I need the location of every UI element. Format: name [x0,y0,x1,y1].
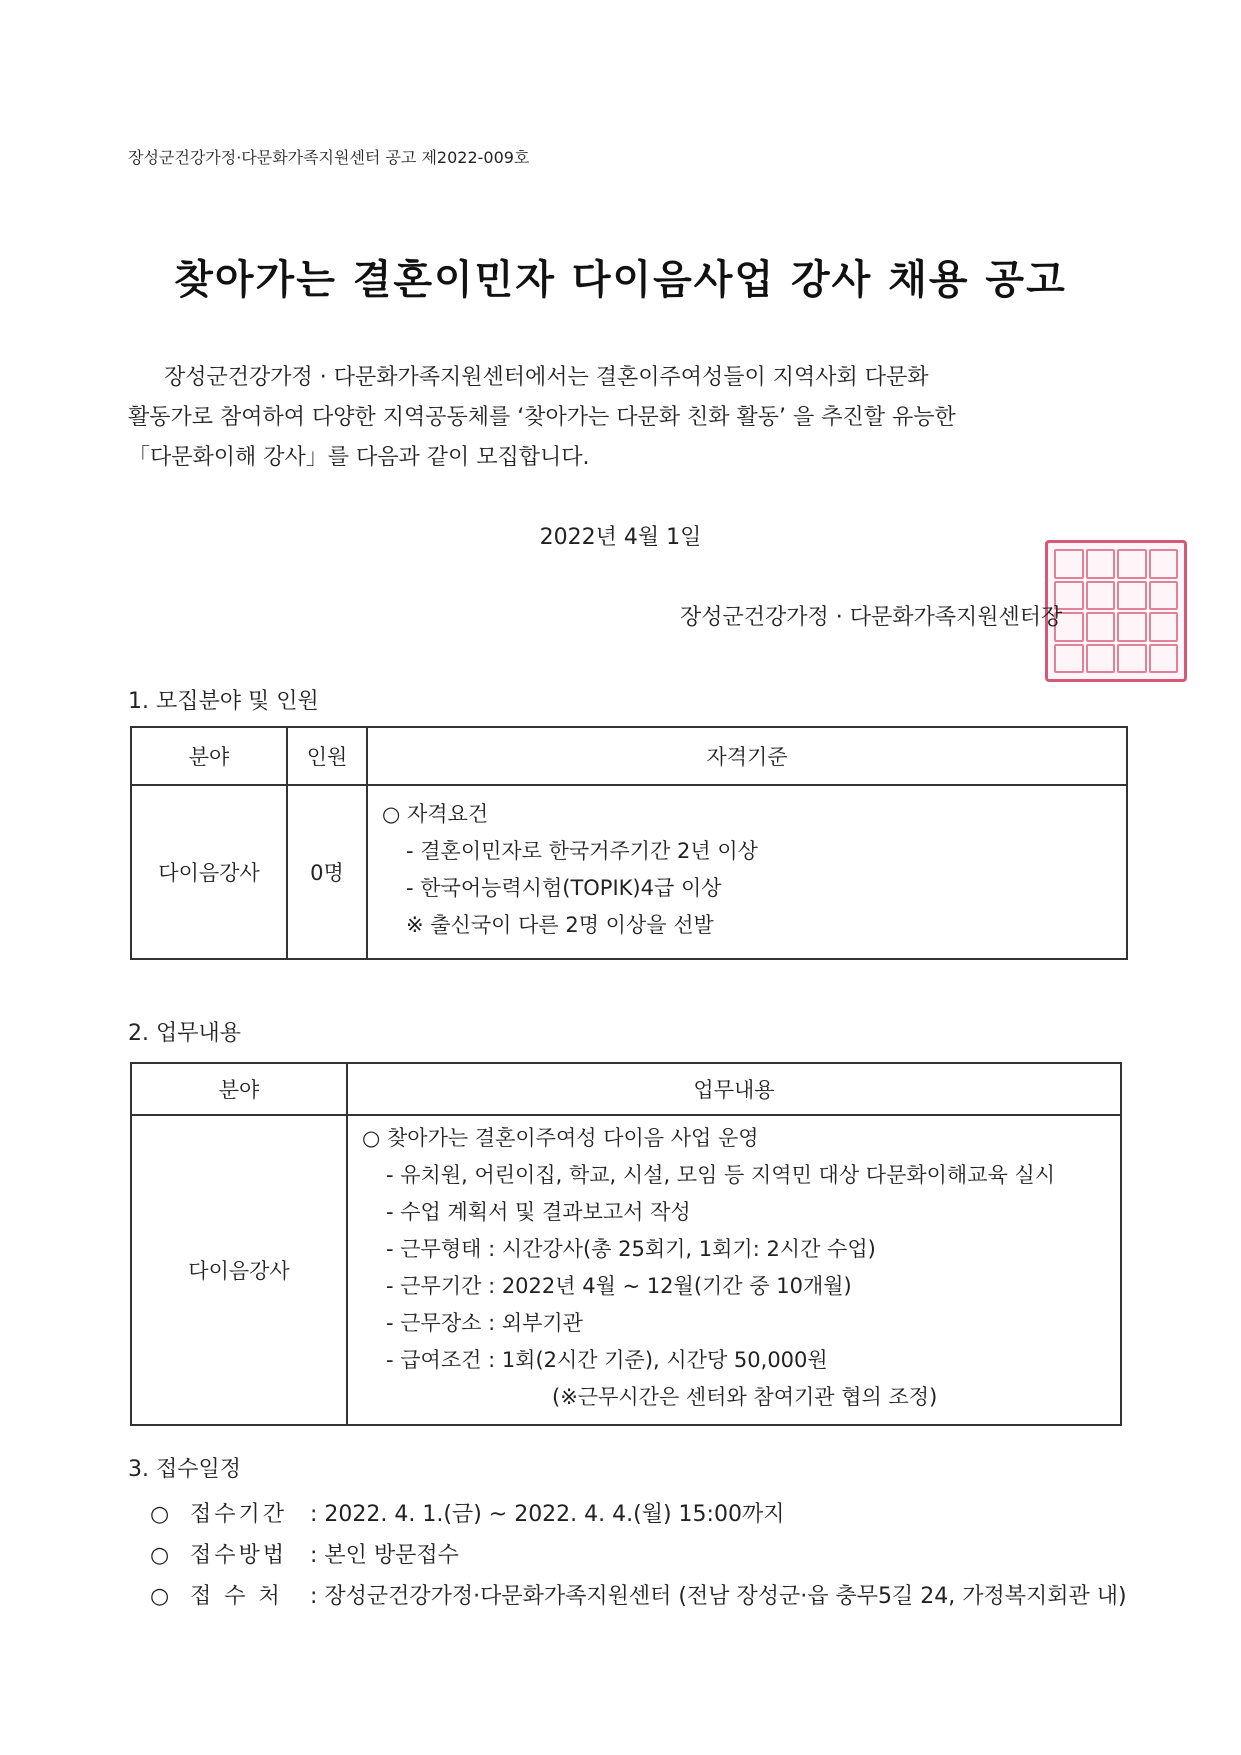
cell-count: 0명 [287,785,367,959]
requirement-line: - 한국어능력시험(TOPIK)4급 이상 [406,876,722,900]
cell-field: 다이음강사 [131,1115,347,1425]
schedule-label: 접수방법 [190,1543,288,1568]
schedule-label: 접수기간 [190,1502,288,1527]
intro-paragraph [128,358,1126,478]
section-title-recruitment: 1. 모집분야 및 인원 [128,689,319,714]
schedule-label: 접수처 [190,1584,293,1609]
document-number: 장성군건강가정·다문화가족지원센터 공고 제2022-009호 [128,148,530,167]
requirement-line: - 결혼이민자로 한국거주기간 2년 이상 [406,839,758,863]
duty-line: - 근무형태 : 시간강사(총 25회기, 1회기: 2시간 수업) [386,1237,876,1261]
bullet-icon: ○ [150,1584,170,1609]
requirement-line: ○ 자격요건 [382,802,489,826]
table-header-row [131,1063,1121,1115]
header-qualification: 자격기준 [367,727,1127,785]
schedule-value: : 본인 방문접수 [310,1543,459,1568]
cell-field: 다이음강사 [131,785,287,959]
schedule-list [150,1494,1127,1617]
table-row [131,1115,1121,1425]
table-header-row [131,727,1127,785]
recruitment-table [130,726,1128,960]
duty-line: - 근무기간 : 2022년 4월 ~ 12월(기간 중 10개월) [386,1274,852,1298]
cell-qualification [367,785,1127,959]
schedule-value: : 2022. 4. 1.(금) ~ 2022. 4. 4.(월) 15:00까지 [310,1502,785,1527]
table-row [131,785,1127,959]
header-count: 인원 [287,727,367,785]
section-title-schedule: 3. 접수일정 [128,1457,241,1482]
page-title: 찾아가는 결혼이민자 다이음사업 강사 채용 공고 [174,257,1067,303]
list-item [150,1576,1127,1617]
duty-line: - 급여조건 : 1회(2시간 기준), 시간당 50,000원 [386,1348,828,1372]
bullet-icon: ○ [150,1502,170,1527]
duties-table [130,1062,1122,1426]
cell-duties [347,1115,1121,1425]
list-item [150,1494,1127,1535]
header-field: 분야 [131,1063,347,1115]
requirement-line: ※ 출신국이 다른 2명 이상을 선발 [406,913,714,937]
announcement-date: 2022년 4월 1일 [539,525,702,550]
duty-line: - 유치원, 어린이집, 학교, 시설, 모임 등 지역민 대상 다문화이해교육 실시 [386,1163,1056,1187]
official-seal-stamp [1045,540,1187,682]
header-duty: 업무내용 [347,1063,1121,1115]
header-field: 분야 [131,727,287,785]
duty-line: - 근무장소 : 외부기관 [386,1311,583,1335]
schedule-value: : 장성군건강가정·다문화가족지원센터 (전남 장성군·읍 충무5길 24, 가정복지회관 내) [310,1584,1127,1609]
intro-line: 「다문화이해 강사」를 다음과 같이 모집합니다. [128,445,590,470]
section-title-duties: 2. 업무내용 [128,1021,241,1046]
bullet-icon: ○ [150,1543,170,1568]
issuer-name: 장성군건강가정 · 다문화가족지원센터장 [680,605,1063,630]
duty-line: ○ 찾아가는 결혼이주여성 다이음 사업 운영 [362,1126,759,1150]
duty-line: - 수업 계획서 및 결과보고서 작성 [386,1200,691,1224]
intro-line: 장성군건강가정 · 다문화가족지원센터에서는 결혼이주여성들이 지역사회 다문화 [164,365,929,390]
list-item [150,1535,1127,1576]
duty-line: (※근무시간은 센터와 참여기관 협의 조정) [552,1385,938,1409]
intro-line: 활동가로 참여하여 다양한 지역공동체를 ‘찾아가는 다문화 친화 활동’ 을 추진할 유능한 [128,405,956,430]
